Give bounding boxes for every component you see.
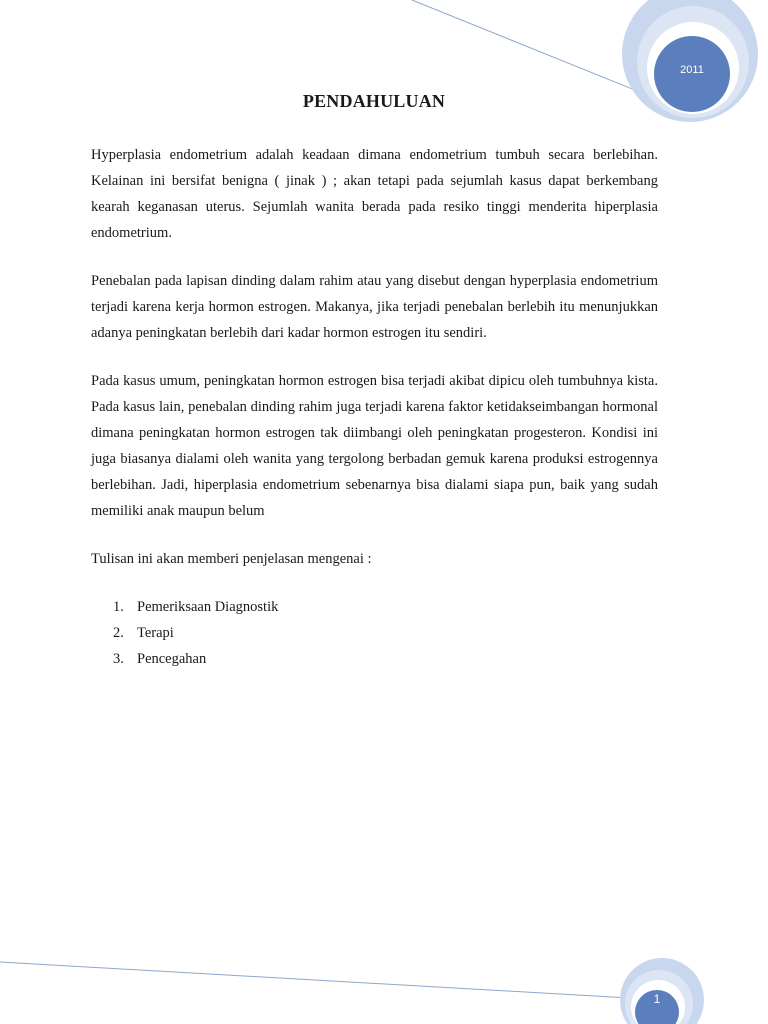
footer-rule-line <box>0 962 630 998</box>
list-item <box>113 646 658 672</box>
page-number: 1 <box>653 992 661 1006</box>
list-item-text: Pencegahan <box>137 651 207 667</box>
paragraph-2: Penebalan pada lapisan dinding dalam rahim atau yang disebut dengan hyperplasia endometrium terjadi karena kerja hormon estrogen. Makanya, jika terjadi penebalan berlebih itu menunjukkan adanya peningkatan berlebih dari kadar hormon estrogen itu sendiri. <box>91 273 658 341</box>
paragraph-1: Hyperplasia endometrium adalah keadaan dimana endometrium tumbuh secara berlebihan. Kelainan ini bersifat benigna ( jinak ) ; akan tetapi pada sejumlah kasus dapat berkembang kearah keganasan uterus. Sejumlah wanita berada pada resiko tinggi menderita hiperplasia endometrium. <box>91 147 658 241</box>
list-item-number: 3. <box>113 651 124 667</box>
document-body <box>91 142 658 672</box>
header-year: 2011 <box>680 64 704 76</box>
topic-list <box>91 594 658 672</box>
paragraph-3: Pada kasus umum, peningkatan hormon estrogen bisa terjadi akibat dipicu oleh tumbuhnya kista. Pada kasus lain, penebalan dinding rahim juga terjadi karena faktor ketidakseimbangan hormonal dimana peningkatan hormon estrogen tak diimbangi oleh peningkatan progesteron. Kondisi ini juga biasanya dialami oleh wanita yang tergolong berbadan gemuk karena produksi estrogennya berlebihan. Jadi, hiperplasia endometrium sebenarnya bisa dialami siapa pun, baik yang sudah memiliki anak maupun belum <box>91 373 658 519</box>
list-item-text: Terapi <box>137 625 174 641</box>
list-item-number: 1. <box>113 599 124 615</box>
paragraph-4: Tulisan ini akan memberi penjelasan mengenai : <box>91 551 372 567</box>
list-item <box>113 620 658 646</box>
list-item-text: Pemeriksaan Diagnostik <box>137 599 279 615</box>
page-title: PENDAHULUAN <box>302 91 446 111</box>
list-item-number: 2. <box>113 625 124 641</box>
list-item <box>113 594 658 620</box>
